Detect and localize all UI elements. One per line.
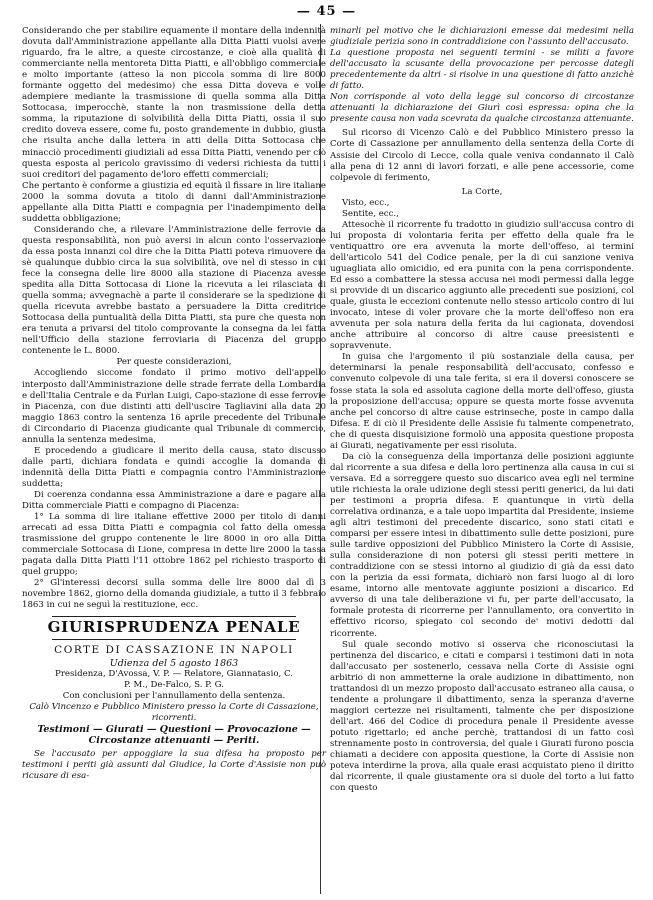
court-name: CORTE DI CASSAZIONE IN NAPOLI (54, 643, 294, 656)
page-number: — 45 — (296, 4, 357, 19)
paragraph: In guisa che l'argomento il più sostanziale della causa, per determinarsi la penale responsabilità dell'accusato, confesso e convenuto colpevole di una tale ferita, si era il doversi conoscere se fosse stata la sola ed assoluta cagione della morte dell'offeso, giusta la proposizione dell'accusa; oppure se questa morte fosse avvenuta anche pel concorso di altre cause estrinseche, poste in campo dalla Difesa. E di ciò il Presidente delle Assisie fu talmente compenetrato, che di questa disquisizione formolò una apposita questione proposta ai Giurati, negativamente per essi risoluta. (330, 352, 634, 451)
paragraph: E procedendo a giudicare il merito della causa, stato discusso dalle parti, dichiara fondata e quindi accoglie la domanda di indennità della Ditta Piatti e compagnia contro l'Amministrazione suddetta; (22, 445, 326, 489)
paragraph: Sul quale secondo motivo si osserva che riconosciutasi la pertinenza del discarico, e citati e comparsi i testimoni dati in nota dall'accusato per sostenerlo, cessava nella Corte di Assisie ogni arbitrio di non ammetterne la orale audizione in dibattimento, non trattandosi di un mezzo proposto dall'accusato estraneo alla causa, o tendente a prolungare il dibattimento, senza la speranza d'averne maggiori certezze nei risultamenti, talmente che per disposizione dell'art. 466 del Codice di procedura penale il Presidente avesse potuto rigettarlo; ed anche perchè, trattandosi di un fatto così strennamente posto in controversia, del quale i Giurati furono poscia chiamati a decidere con apposita questione, la Corte di Assisie non poteva interdirne la prova, alla quale erasi acquistato pieno il diritto dal ricorrente, il quale giustamente ora si duole del torto a lui fatto con questo (330, 639, 634, 794)
section-separator (52, 616, 296, 617)
visto-line: Visto, ecc., (342, 197, 390, 208)
court-heading: La Corte, (461, 186, 503, 197)
parties-line: Calò Vincenzo e Pubblico Ministero presso la Corte di Cassazione, ricorrenti. (29, 701, 319, 723)
paragraph: Attesochè il ricorrente fu tradotto in giudizio sull'accusa contro di lui proposta di volontaria ferita per effetto della quale fra le ventiquattro ore era avvenuta la morte dell'offeso, ai termini dell'articolo 541 del Codice penale, per la di cui sanzione veniva uguagliata allo omicidio, ed era punita con la pena corrispondente. Ed esso a combattere la stessa accusa nei modi permessi dalla legge si provvide di un discarico aggiunto alle precedenti sue posizioni, col quale, giusta le eccezioni contenute nello stesso articolo contro di lui invocato, intese di voler provare che la morte dell'offeso non era avvenuta per sola natura della ferita da lui cagionata, dovendosi anche attribuire al concorso di altre cause preesistenti e sopravvenute. (330, 219, 634, 352)
ruling-intro: Sul ricorso di Vicenzo Calò e del Pubblico Ministero presso la Corte di Cassazione per annullamento della sentenza della Corte di Assisie del Circolo di Lecce, colla quale veniva condannato il Calò alla pena di 12 anni di lavori forzati, e alle pene accessorie, come colpevole di ferimento, (330, 128, 634, 183)
paragraph: Considerando che per stabilire equamente il montare della indennità dovuta dall'Amministrazione appellante alla Ditta Piatti vuolsi avere riguardo, fra le altre, a queste circostanze, e cioè alla qualità di commerciante nella mentoreta Ditta Piatti, e all'obbligo commerciale e molto importante (atteso la non piccola somma di lire 8000 formante oggetto del medesimo) che essa Ditta doveva e volle adempiere mediante la trasmissione di quella somma alla Ditta Sottocasa, imperocchè, stante la non trasmissione della detta somma, la riputazione di solvibilità della Ditta Piatti, ossia il suo credito doveva essere, come fu, posto grandemente in dubbio, giusta che risulta anche dalla lettera in atti della Ditta Sottocasa che minacciò procedimenti giudiziali ad essa Ditta Piatti, venendo per ciò questa esposta al pericolo gravissimo di vedersi richiesta da tutti i suoi creditori del pagamento de'loro effetti commerciali; (22, 26, 326, 180)
paragraph: Di coerenza condanna essa Amministrazione a dare e pagare alla Ditta commerciale Piatti e compagno di Piacenza: (22, 489, 326, 512)
maxim-paragraph: Non corrisponde al voto della legge sul concorso di circostanze attenuanti la dichiarazione dei Giurì così espressa: opina che la presente causa non vada scevrata da qualche circostanza attenuante. (330, 92, 634, 125)
section-title: GIURISPRUDENZA PENALE (47, 618, 301, 637)
sentite-line: Sentite, ecc., (342, 208, 399, 219)
paragraph: 2° Gl'interessi decorsi sulla somma delle lire 8000 dal dì 3 novembre 1862, giorno della domanda giudiziale, a tutto il 3 febbraio 1863 in cui ne seguì la restituzione, ecc. (22, 578, 326, 611)
maxim-paragraph: La questione proposta nei seguenti termini - se militi a favore dell'accusato la scusante della provocazione per percosse dategli precedentemente da altri - si risolve in una questione di fatto anzichè di fatto. (330, 48, 634, 92)
section-separator (52, 639, 296, 640)
paragraph: Considerando che, a rilevare l'Amministrazione delle ferrovie da questa responsabilità, non può aversi in alcun conto l'osservazione da essa posta innanzi col dire che la Ditta Piatti poteva rimuovere da sè qualunque dubbio circa la sua solvibilità, ove nel di stesso in cui fece la consegna delle lire 8000 alla stazione di Piacenza avesse spedita alla Ditta Sottocasa di Lione la ricevuta a lei rilasciata di quella somma; avvegnachè a parte il considerare se la spedizione di quella ricevuta avrebbe bastato a persuadere la Ditta creditrice Sottocasa della puntualità della Ditta Piatti, sta pure che questa non era tenuta a privarsi del titolo comprovante la consegna da lei fatta nell'Ufficio della stazione ferroviaria di Piacenza del gruppo contenente le L. 8000. (22, 224, 326, 357)
right-column (330, 26, 634, 794)
paragraph: Che pertanto è conforme a giustizia ed equità il fissare in lire italiane 2000 la somma dovuta a titolo di danni dall'Amministrazione appellante alla Ditta Piatti e compagnia per l'inadempimento della suddetta obbligazione; (22, 180, 326, 224)
keywords-line: Testimoni — Giurati — Questioni — Provocazione — Circostanze attenuanti — Periti. (37, 723, 311, 746)
maxim-continuation: minarli pel motivo che le dichiarazioni emesse dai medesimi nella giudiziale perizia sono in contraddizione con l'assunto dell'accusato. (330, 26, 634, 48)
left-column (22, 26, 326, 782)
pm-line: P. M., De-Falco, S. P. G. (124, 679, 224, 690)
presidency-line: Presidenza, D'Avossa, V. P. — Relatore, Giannatasio, C. (55, 668, 293, 679)
conclusions-line: Con conclusioni per l'annullamento della sentenza. (62, 690, 286, 701)
maxim-paragraph: Se l'accusato per appoggiare la sua difesa ha proposto per testimoni i periti già assunti dal Giudice, la Corte d'Assisie non può ricusare di esa- (22, 748, 326, 782)
paragraph: Accogliendo siccome fondato il primo motivo dell'appello interposto dall'Amministrazione delle strade ferrate della Lombardia e dell'Italia Centrale e da Furlan Luigi, Capo-stazione di esse ferrovie in Piacenza, con due distinti atti dell'uscire Tagliavini alla data 20 maggio 1863 contro la sentenza 16 aprile precedente del Tribunale di Circondario di Piacenza giudicante qual Tribunale di commercio, annulla la sentenza medesima, (22, 368, 326, 445)
paragraph: Da ciò la conseguenza della importanza delle posizioni aggiunte dal ricorrente a sua difesa e della loro pertinenza alla causa in cui si versava. Ed a sorreggere questo suo discarico avea egli nel termine utile richiesta la orale udizione degli stessi periti generici, da lui dati per testimoni a propria difesa. E quantunque in virtù della correlativa ordinanza, e a tale uopo impartita dal Presidente, insieme agli altri testimoni del precedente discarico, sono stati citati e comparsi per essere intesi in dibattimento sulle dette posizioni, pure sulle tardive opposizioni del Pubblico Ministero la Corte di Assisie, sulla considerazione di non potersi gli stessi periti mettere in contraddizione con se stessi intorno al giudizio di già da essi dato con la perizia da essi formata, dichiarò non farsi luogo al di loro esame, intorno alle mentovate aggiunte posizioni a discarico. Ed avverso di una tale deliberazione vi fu, per parte dell'accusato, la formale protesta di ricorrerne per l'annullamento, ora convertito in effettivo ricorso, spiegato col secondo de' motivi dedotti dal ricorrente. (330, 451, 634, 639)
considerations-heading: Per queste considerazioni, (116, 357, 232, 368)
audience-date: Udienza del 5 agosto 1863 (109, 657, 239, 669)
paragraph: 1° La somma di lire italiane effettive 2000 per titolo di danni arrecati ad essa Ditta Piatti e compagnia col fatto della omessa trasmissione del gruppo contenente le lire 8000 in oro alla Ditta commerciale Sottocasa di Lione, compresa in dette lire 2000 la tassa pagata dalla Ditta Piatti l'11 ottobre 1862 pel richiesto trasporto di quel gruppo; (22, 512, 326, 578)
